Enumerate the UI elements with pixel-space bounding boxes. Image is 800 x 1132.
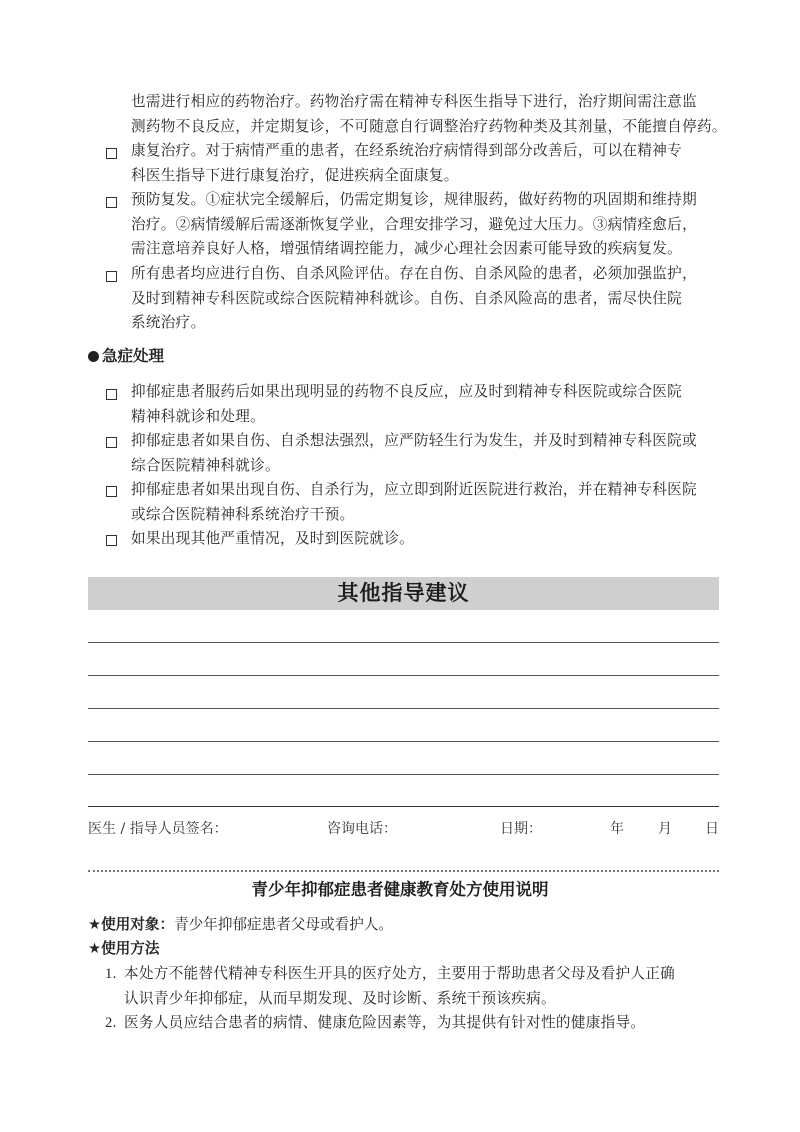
bullet-icon	[88, 351, 99, 362]
item-line: 如果出现其他严重情况，及时到医院就诊。	[131, 530, 414, 547]
item-number: 1.	[105, 966, 117, 982]
checkbox-emergency-3[interactable]	[106, 486, 117, 497]
writing-line[interactable]	[88, 708, 719, 709]
paragraph-line: 测药物不良反应，并定期复诊，不可随意自行调整治疗药物种类及其剂量，不能擅自停药。	[131, 117, 727, 135]
item-line: 治疗。②病情缓解后需逐渐恢复学业，合理安排学习，避免过大压力。③病情痊愈后，	[131, 215, 697, 233]
item-line: 精神科就诊和处理。	[131, 407, 266, 425]
usage-method-heading: ★使用方法	[88, 940, 160, 957]
writing-line[interactable]	[88, 774, 719, 775]
day-label: 日	[705, 821, 719, 837]
item-line: 或综合医院精神科系统治疗干预。	[131, 505, 355, 523]
emergency-item	[131, 429, 721, 478]
item-line: 本处方不能替代精神专科医生开具的医疗处方，主要用于帮助患者父母及看护人正确	[124, 965, 676, 982]
item-line: 抑郁症患者服药后如果出现明显的药物不良反应，应及时到精神专科医院或综合医院	[131, 383, 683, 400]
cut-line	[88, 870, 719, 872]
care-item-relapse	[131, 188, 721, 262]
checkbox-risk[interactable]	[106, 271, 117, 282]
writing-line[interactable]	[88, 642, 719, 643]
other-guidance-banner: 其他指导建议	[88, 577, 719, 610]
item-line: 及时到精神专科医院或综合医院精神科就诊。自伤、自杀风险高的患者，需尽快住院	[131, 289, 683, 307]
date-label[interactable]: 日期：	[500, 821, 542, 837]
care-item-risk	[131, 262, 721, 336]
writing-line[interactable]	[88, 675, 719, 676]
checkbox-emergency-1[interactable]	[106, 389, 117, 400]
emergency-item	[131, 380, 721, 429]
checkbox-emergency-2[interactable]	[106, 437, 117, 448]
usage-target	[88, 913, 393, 937]
usage-target-value: 青少年抑郁症患者父母或看护人。	[174, 916, 393, 933]
item-line: 所有患者均应进行自伤、自杀风险评估。存在自伤、自杀风险的患者，必须加强监护，	[131, 265, 697, 282]
item-line: 科医生指导下进行康复治疗，促进疾病全面康复。	[131, 166, 459, 184]
item-line: 需注意培养良好人格，增强情绪调控能力，减少心理社会因素可能导致的疾病复发。	[131, 240, 683, 257]
usage-target-label: ★使用对象：	[88, 916, 175, 933]
year-label: 年	[610, 821, 624, 837]
item-number: 2.	[105, 1015, 117, 1031]
phone-label[interactable]: 咨询电话：	[327, 821, 397, 837]
writing-line[interactable]	[88, 741, 719, 742]
emergency-item	[131, 478, 721, 527]
item-line: 医务人员应结合患者的病情、健康危险因素等，为其提供有针对性的健康指导。	[124, 1014, 646, 1031]
doctor-signature-label[interactable]: 医生 / 指导人员签名：	[88, 821, 228, 837]
emergency-heading: 急症处理	[88, 344, 164, 368]
item-line: 系统治疗。	[131, 314, 206, 331]
item-line: 认识青少年抑郁症，从而早期发现、及时诊断、系统干预该疾病。	[124, 989, 556, 1007]
item-line: 综合医院精神科就诊。	[131, 456, 280, 474]
item-line: 康复治疗。对于病情严重的患者，在经系统治疗病情得到部分改善后，可以在精神专	[131, 142, 683, 159]
checkbox-rehab[interactable]	[106, 148, 117, 159]
usage-title: 青少年抑郁症患者健康教育处方使用说明	[251, 880, 549, 899]
emergency-item	[131, 527, 721, 552]
item-line: 预防复发。①症状完全缓解后，仍需定期复诊，规律服药，做好药物的巩固期和维持期	[131, 191, 697, 208]
section-divider	[88, 806, 719, 807]
checkbox-emergency-4[interactable]	[106, 535, 117, 546]
item-line: 抑郁症患者如果自伤、自杀想法强烈，应严防轻生行为发生，并及时到精神专科医院或	[131, 432, 697, 449]
care-item-rehab	[131, 139, 721, 188]
month-label: 月	[658, 821, 672, 837]
checkbox-relapse[interactable]	[106, 197, 117, 208]
paragraph-line: 也需进行相应的药物治疗。药物治疗需在精神专科医生指导下进行，治疗期间需注意监	[131, 93, 697, 110]
item-line: 抑郁症患者如果出现自伤、自杀行为，应立即到附近医院进行救治，并在精神专科医院	[131, 481, 697, 498]
medication-paragraph	[131, 90, 727, 139]
